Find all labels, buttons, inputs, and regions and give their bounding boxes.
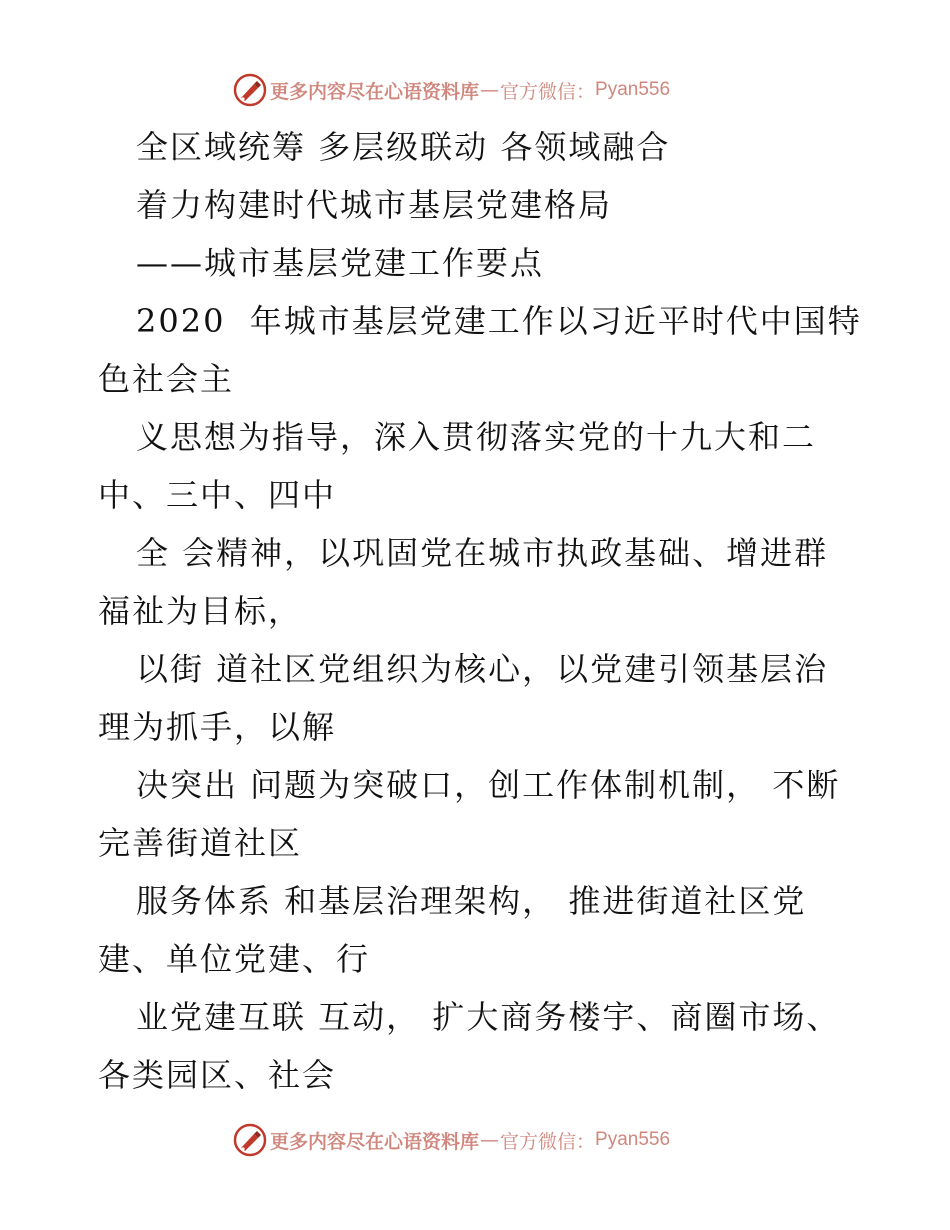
pen-logo-icon — [232, 72, 268, 108]
body-line-12: 建、单位党建、行 — [98, 940, 371, 978]
watermark-label: 官方微信： — [500, 80, 596, 103]
body-line-2: 色社会主 — [98, 360, 235, 398]
pen-logo-icon — [232, 1122, 268, 1158]
watermark-text: 更多内容尽在心语资料库 — [270, 80, 480, 103]
body-line-4: 中、三中、四中 — [98, 476, 337, 514]
body-line-7: 以街 道社区党组织为核心，以党建引领基层治 — [136, 650, 829, 688]
body-line-10: 完善街道社区 — [98, 824, 303, 862]
body-line-6: 福祉为目标， — [98, 592, 303, 630]
footer-watermark — [232, 1121, 752, 1159]
watermark-separator: — — [480, 79, 500, 101]
watermark-separator: — — [480, 1129, 500, 1151]
watermark-wechat-id: Pyan556 — [595, 79, 671, 100]
watermark-label: 官方微信： — [500, 1130, 596, 1153]
watermark-wechat-id: Pyan556 — [595, 1129, 671, 1150]
body-line-8: 理为抓手，以解 — [98, 708, 337, 746]
body-line-14: 各类园区、社会 — [98, 1056, 337, 1094]
title-line-2: 着力构建时代城市基层党建格局 — [136, 186, 613, 224]
body-line-1: 2020 年城市基层党建工作以习近平时代中国特 — [136, 302, 862, 340]
title-line-1: 全区域统筹 多层级联动 各领域融合 — [136, 128, 671, 166]
header-watermark — [232, 71, 752, 109]
body-line-9: 决突出 问题为突破口，创工作体制机制， 不断 — [136, 766, 841, 804]
body-line-5: 全 会精神，以巩固党在城市执政基础、增进群 — [136, 534, 829, 572]
title-line-3: ——城市基层党建工作要点 — [136, 244, 545, 282]
watermark-text: 更多内容尽在心语资料库 — [270, 1130, 480, 1153]
body-line-3: 义思想为指导，深入贯彻落实党的十九大和二 — [136, 418, 817, 456]
body-line-11: 服务体系 和基层治理架构， 推进街道社区党 — [136, 882, 807, 920]
body-line-13: 业党建互联 互动， 扩大商务楼宇、商圈市场、 — [136, 998, 841, 1036]
